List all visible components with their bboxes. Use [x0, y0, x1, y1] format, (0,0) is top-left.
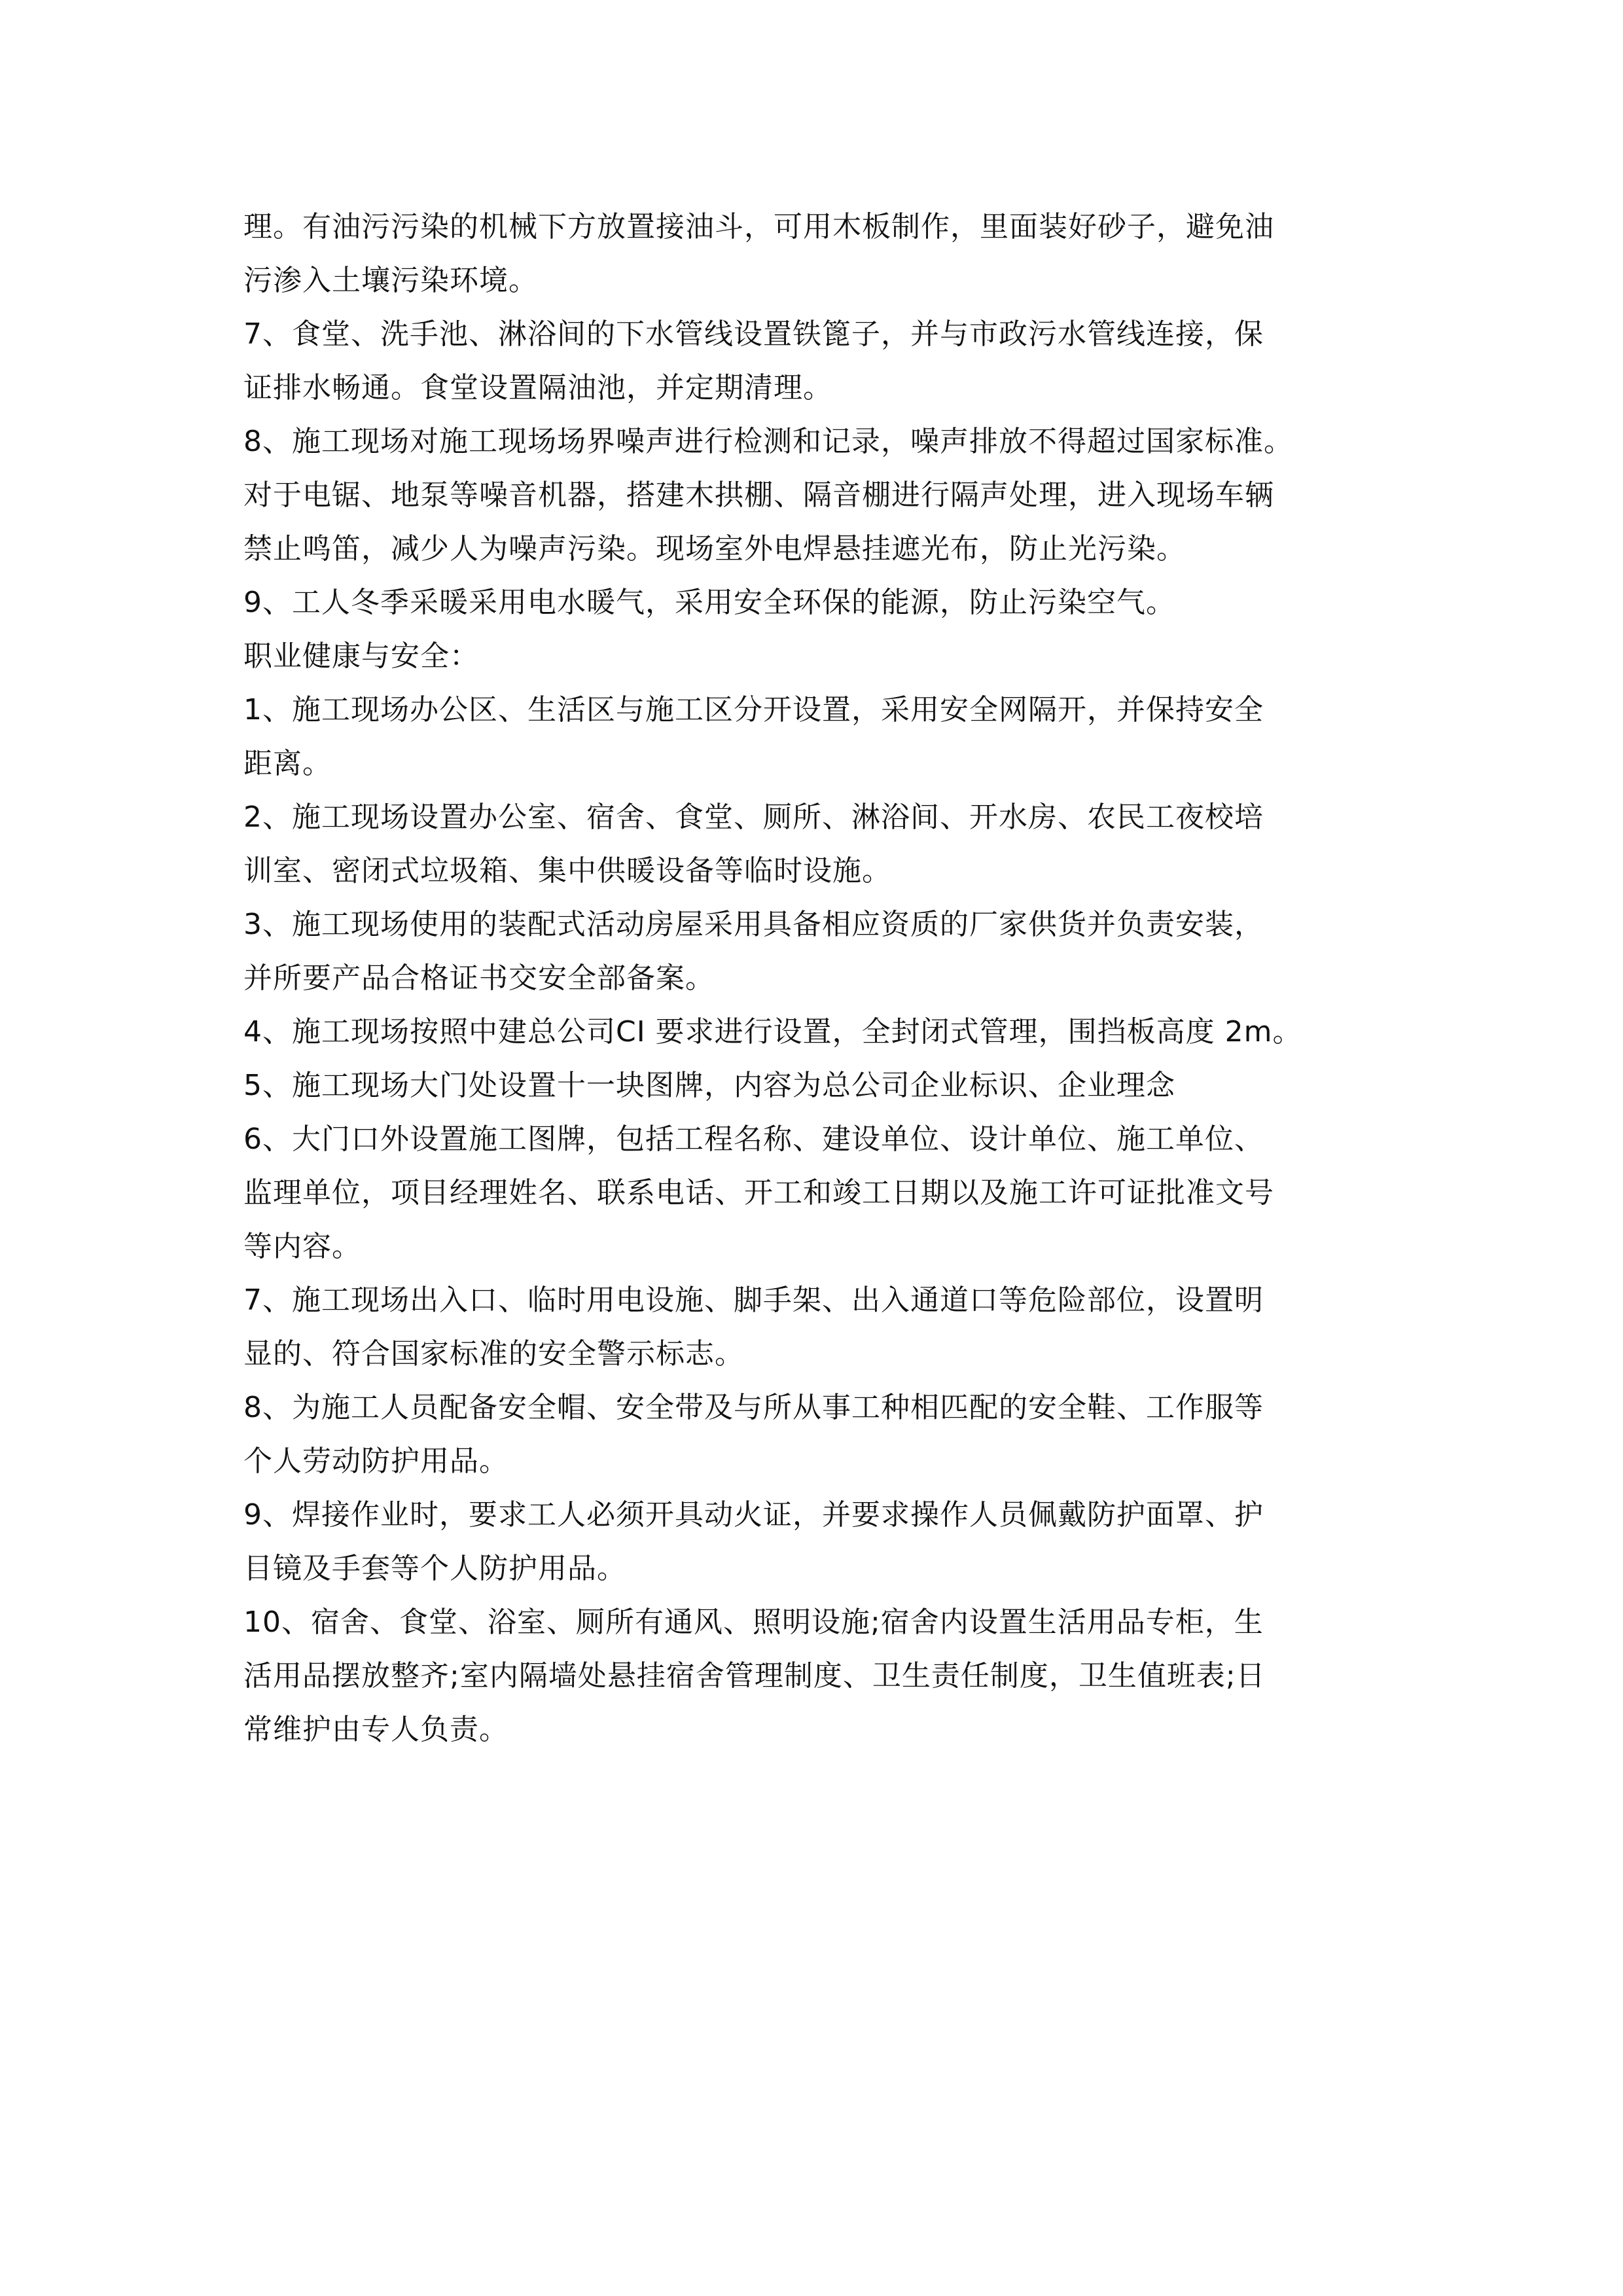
text-line: 9、工人冬季采暖采用电水暖气，采用安全环保的能源，防止污染空气。 [243, 586, 1175, 619]
paragraph [243, 630, 1395, 683]
text-line: 9、焊接作业时，要求工人必须开具动火证，并要求操作人员佩戴防护面罩、护 [243, 1498, 1264, 1532]
paragraph [243, 683, 1395, 791]
text-line: 7、施工现场出入口、临时用电设施、脚手架、出入通道口等危险部位，设置明 [243, 1283, 1264, 1317]
text-line: 4、施工现场按照中建总公司CI 要求进行设置，全封闭式管理，围挡板高度 2m。 [243, 1015, 1302, 1049]
paragraph [243, 1113, 1395, 1274]
text-line: 8、为施工人员配备安全帽、安全带及与所从事工种相匹配的安全鞋、工作服等 [243, 1391, 1264, 1424]
paragraph [243, 1005, 1395, 1059]
text-line: 3、施工现场使用的装配式活动房屋采用具备相应资质的厂家供货并负责安装， [243, 908, 1264, 941]
paragraph [243, 1274, 1395, 1381]
text-line: 污渗入土壤污染环境。 [243, 264, 538, 297]
text-line: 证排水畅通。食堂设置隔油池，并定期清理。 [243, 371, 832, 404]
text-line: 8、施工现场对施工现场场界噪声进行检测和记录，噪声排放不得超过国家标准。 [243, 425, 1293, 458]
text-line: 个人劳动防护用品。 [243, 1444, 508, 1478]
paragraph [243, 898, 1395, 1005]
text-line: 5、施工现场大门处设置十一块图牌，内容为总公司企业标识、企业理念 [243, 1069, 1175, 1102]
text-line: 1、施工现场办公区、生活区与施工区分开设置，采用安全网隔开，并保持安全 [243, 693, 1264, 726]
text-line: 6、大门口外设置施工图牌，包括工程名称、建设单位、设计单位、施工单位、 [243, 1122, 1264, 1156]
paragraph [243, 1596, 1395, 1757]
text-line: 2、施工现场设置办公室、宿舍、食堂、厕所、淋浴间、开水房、农民工夜校培 [243, 800, 1264, 834]
text-line: 常维护由专人负责。 [243, 1713, 508, 1746]
paragraph [243, 200, 1395, 308]
text-line: 训室、密闭式垃圾箱、集中供暖设备等临时设施。 [243, 854, 891, 888]
text-line: 理。有油污污染的机械下方放置接油斗，可用木板制作，里面装好砂子，避免油 [243, 210, 1274, 243]
text-line: 监理单位，项目经理姓名、联系电话、开工和竣工日期以及施工许可证批准文号 [243, 1176, 1274, 1210]
text-line: 职业健康与安全： [243, 639, 479, 673]
text-line: 目镜及手套等个人防护用品。 [243, 1552, 626, 1585]
paragraph [243, 791, 1395, 898]
paragraph [243, 576, 1395, 630]
text-line: 距离。 [243, 747, 332, 780]
paragraph [243, 415, 1395, 576]
text-line: 活用品摆放整齐;室内隔墙处悬挂宿舍管理制度、卫生责任制度，卫生值班表;日 [243, 1659, 1266, 1693]
document-body [243, 200, 1395, 1757]
text-line: 禁止鸣笛，减少人为噪声污染。现场室外电焊悬挂遮光布，防止光污染。 [243, 532, 1186, 565]
text-line: 并所要产品合格证书交安全部备案。 [243, 961, 715, 995]
text-line: 10、宿舍、食堂、浴室、厕所有通风、照明设施;宿舍内设置生活用品专柜，生 [243, 1605, 1264, 1639]
paragraph [243, 1381, 1395, 1488]
paragraph [243, 308, 1395, 415]
text-line: 7、食堂、洗手池、淋浴间的下水管线设置铁篦子，并与市政污水管线连接，保 [243, 317, 1264, 351]
paragraph [243, 1059, 1395, 1113]
paragraph [243, 1488, 1395, 1596]
text-line: 显的、符合国家标准的安全警示标志。 [243, 1337, 744, 1371]
text-line: 等内容。 [243, 1230, 361, 1263]
text-line: 对于电锯、地泵等噪音机器，搭建木拱棚、隔音棚进行隔声处理，进入现场车辆 [243, 478, 1274, 512]
